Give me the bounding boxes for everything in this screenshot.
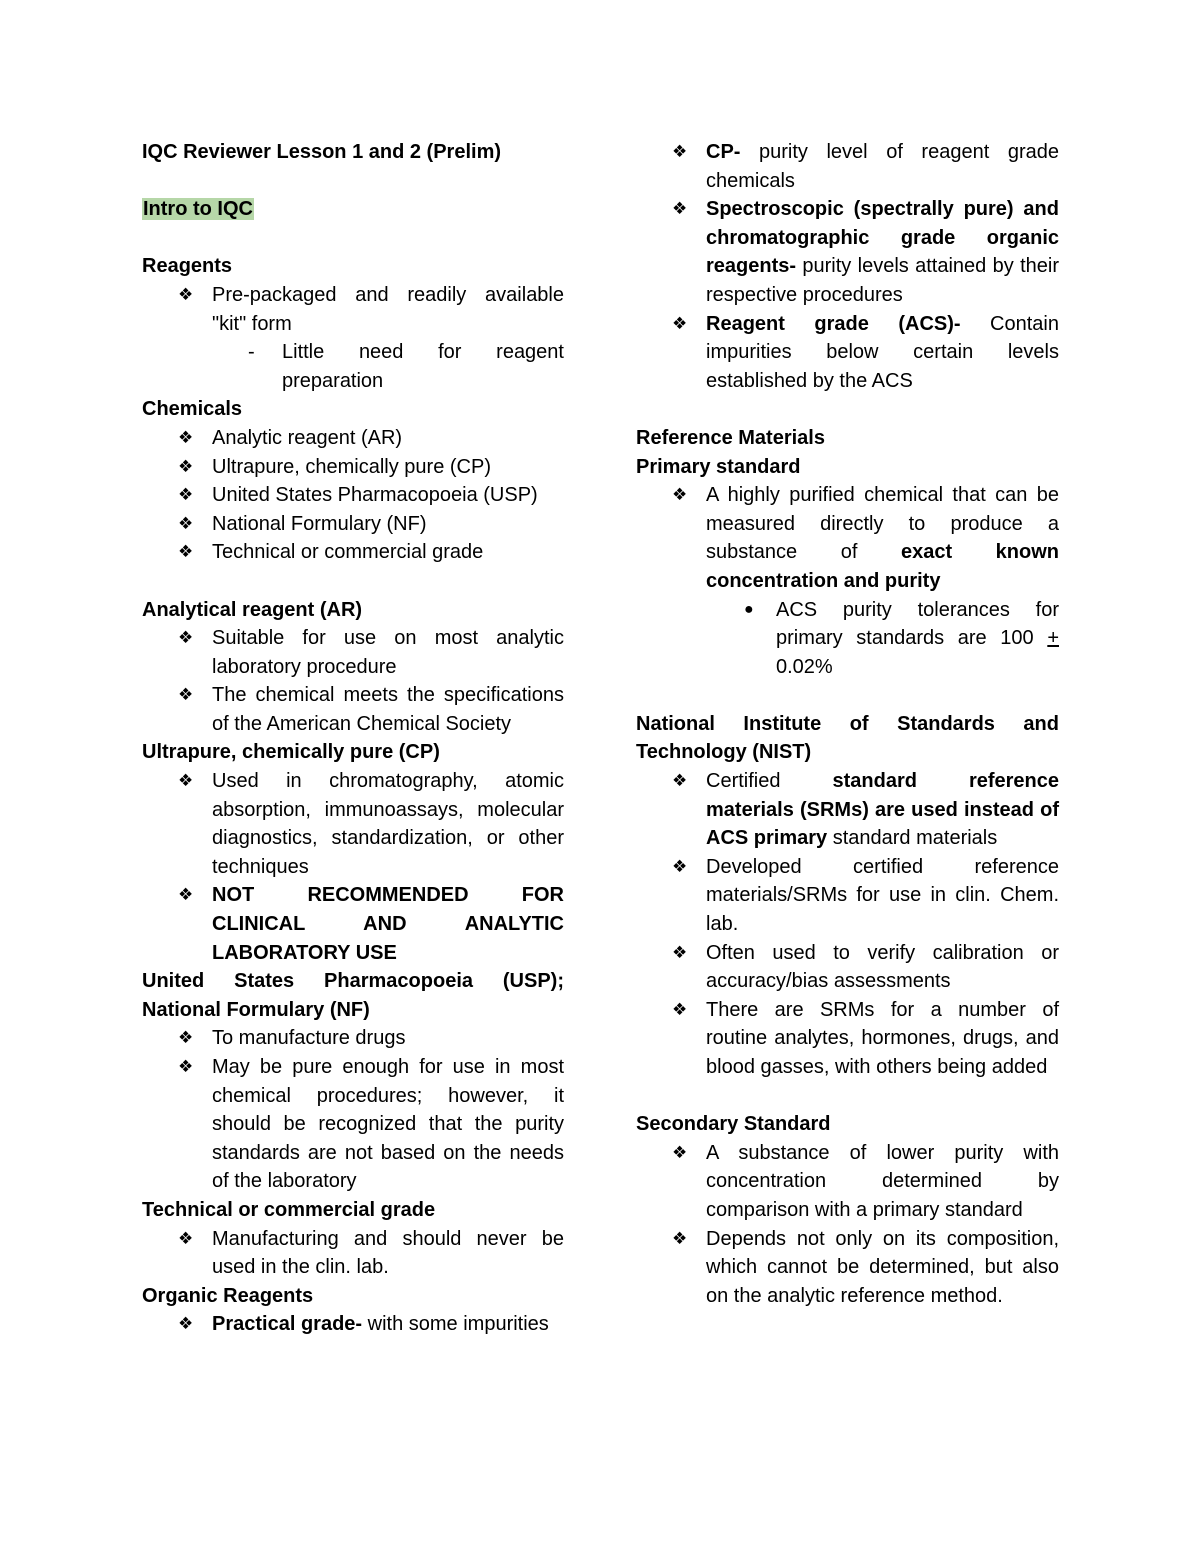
list-item: ❖ Certified standard reference materials (SRMs) are used instead of ACS primary standard materials xyxy=(636,767,1059,853)
diamond-bullet-icon: ❖ xyxy=(178,1314,194,1334)
list-item: ❖ Ultrapure, chemically pure (CP) xyxy=(142,453,564,482)
list-item: ❖ May be pure enough for use in most chemical procedures; however, it should be recognized that the purity standards are not based on the needs of the laboratory xyxy=(142,1053,564,1196)
diamond-bullet-icon: ❖ xyxy=(672,1228,688,1248)
left-column xyxy=(142,138,564,1339)
list-item: ❖ Suitable for use on most analytic laboratory procedure xyxy=(142,624,564,681)
diamond-bullet-icon: ❖ xyxy=(672,199,688,219)
diamond-bullet-icon: ❖ xyxy=(178,513,194,533)
list-item: ❖ Analytic reagent (AR) xyxy=(142,424,564,453)
diamond-bullet-icon: ❖ xyxy=(178,456,194,476)
diamond-bullet-icon: ❖ xyxy=(672,999,688,1019)
warning-item: ❖ NOT RECOMMENDED FOR CLINICAL AND ANALYTIC LABORATORY USE xyxy=(142,881,564,967)
reference-materials-heading: Reference Materials xyxy=(636,426,825,449)
diamond-bullet-icon: ❖ xyxy=(178,771,194,791)
list-item: ❖ Used in chromatography, atomic absorption, immunoassays, molecular diagnostics, standardization, or other techniques xyxy=(142,767,564,881)
right-column xyxy=(636,138,1059,1310)
list-item: ❖ There are SRMs for a number of routine analytes, hormones, drugs, and blood gasses, with others being added xyxy=(636,996,1059,1082)
diamond-bullet-icon: ❖ xyxy=(672,942,688,962)
list-item: ❖ Spectroscopic (spectrally pure) and chromatographic grade organic reagents- purity levels attained by their respective procedures xyxy=(636,195,1059,309)
list-item: ❖ Depends not only on its composition, which cannot be determined, but also on the analytic reference method. xyxy=(636,1225,1059,1311)
diamond-bullet-icon: ❖ xyxy=(178,284,194,304)
diamond-bullet-icon: ❖ xyxy=(178,1028,194,1048)
dash-bullet-icon: - xyxy=(248,341,255,364)
list-item: ❖ Reagent grade (ACS)- Contain impurities below certain levels established by the ACS xyxy=(636,310,1059,396)
sub-list-item: - Little need for reagent preparation xyxy=(142,338,564,395)
diamond-bullet-icon: ❖ xyxy=(178,1228,194,1248)
list-item: ❖ United States Pharmacopoeia (USP) xyxy=(142,481,564,510)
list-item: ❖ The chemical meets the specifications of the American Chemical Society xyxy=(142,681,564,738)
cp-heading: Ultrapure, chemically pure (CP) xyxy=(142,741,440,764)
organic-heading: Organic Reagents xyxy=(142,1284,314,1307)
section-label-highlight: Intro to IQC xyxy=(143,198,253,221)
list-item: ❖ Pre-packaged and readily available "kit" form xyxy=(142,281,564,338)
technical-heading: Technical or commercial grade xyxy=(142,1198,436,1221)
list-item: ❖ CP- purity level of reagent grade chemicals xyxy=(636,138,1059,195)
document-title: IQC Reviewer Lesson 1 and 2 (Prelim) xyxy=(142,141,502,163)
list-item: ❖ A highly purified chemical that can be measured directly to produce a substance of exact known concentration and purity xyxy=(636,481,1059,595)
primary-standard-heading: Primary standard xyxy=(636,455,801,478)
reagents-heading: Reagents xyxy=(142,255,233,278)
diamond-bullet-icon: ❖ xyxy=(672,1142,688,1162)
list-item: ❖ Developed certified reference materials/SRMs for use in clin. Chem. lab. xyxy=(636,853,1059,939)
diamond-bullet-icon: ❖ xyxy=(178,1057,194,1076)
sub-list-item: ● ACS purity tolerances for primary standards are 100 + 0.02% xyxy=(636,596,1059,682)
diamond-bullet-icon: ❖ xyxy=(672,142,688,161)
ar-heading: Analytical reagent (AR) xyxy=(142,598,363,621)
list-item: ❖ National Formulary (NF) xyxy=(142,510,564,539)
list-item: ❖ Technical or commercial grade xyxy=(142,538,564,567)
diamond-bullet-icon: ❖ xyxy=(178,885,194,905)
diamond-bullet-icon: ❖ xyxy=(178,485,194,505)
list-item: ❖ Often used to verify calibration or accuracy/bias assessments xyxy=(636,939,1059,996)
list-item: ❖ Manufacturing and should never be used in the clin. lab. xyxy=(142,1225,564,1282)
diamond-bullet-icon: ❖ xyxy=(672,856,688,876)
dot-bullet-icon: ● xyxy=(744,600,754,618)
usp-heading: United States Pharmacopoeia (USP); National Formulary (NF) xyxy=(142,970,564,1021)
diamond-bullet-icon: ❖ xyxy=(672,485,688,505)
chemicals-heading: Chemicals xyxy=(142,398,243,421)
list-item: ❖ A substance of lower purity with concentration determined by comparison with a primary standard xyxy=(636,1139,1059,1225)
diamond-bullet-icon: ❖ xyxy=(672,771,688,791)
list-item: ❖ To manufacture drugs xyxy=(142,1024,564,1053)
diamond-bullet-icon: ❖ xyxy=(178,542,194,562)
diamond-bullet-icon: ❖ xyxy=(178,685,194,705)
nist-heading: National Institute of Standards and Technology (NIST) xyxy=(636,712,1059,764)
diamond-bullet-icon: ❖ xyxy=(178,427,194,447)
diamond-bullet-icon: ❖ xyxy=(178,628,194,648)
secondary-standard-heading: Secondary Standard xyxy=(636,1113,831,1136)
list-item: ❖ Practical grade- with some impurities xyxy=(142,1310,564,1339)
diamond-bullet-icon: ❖ xyxy=(672,313,688,333)
